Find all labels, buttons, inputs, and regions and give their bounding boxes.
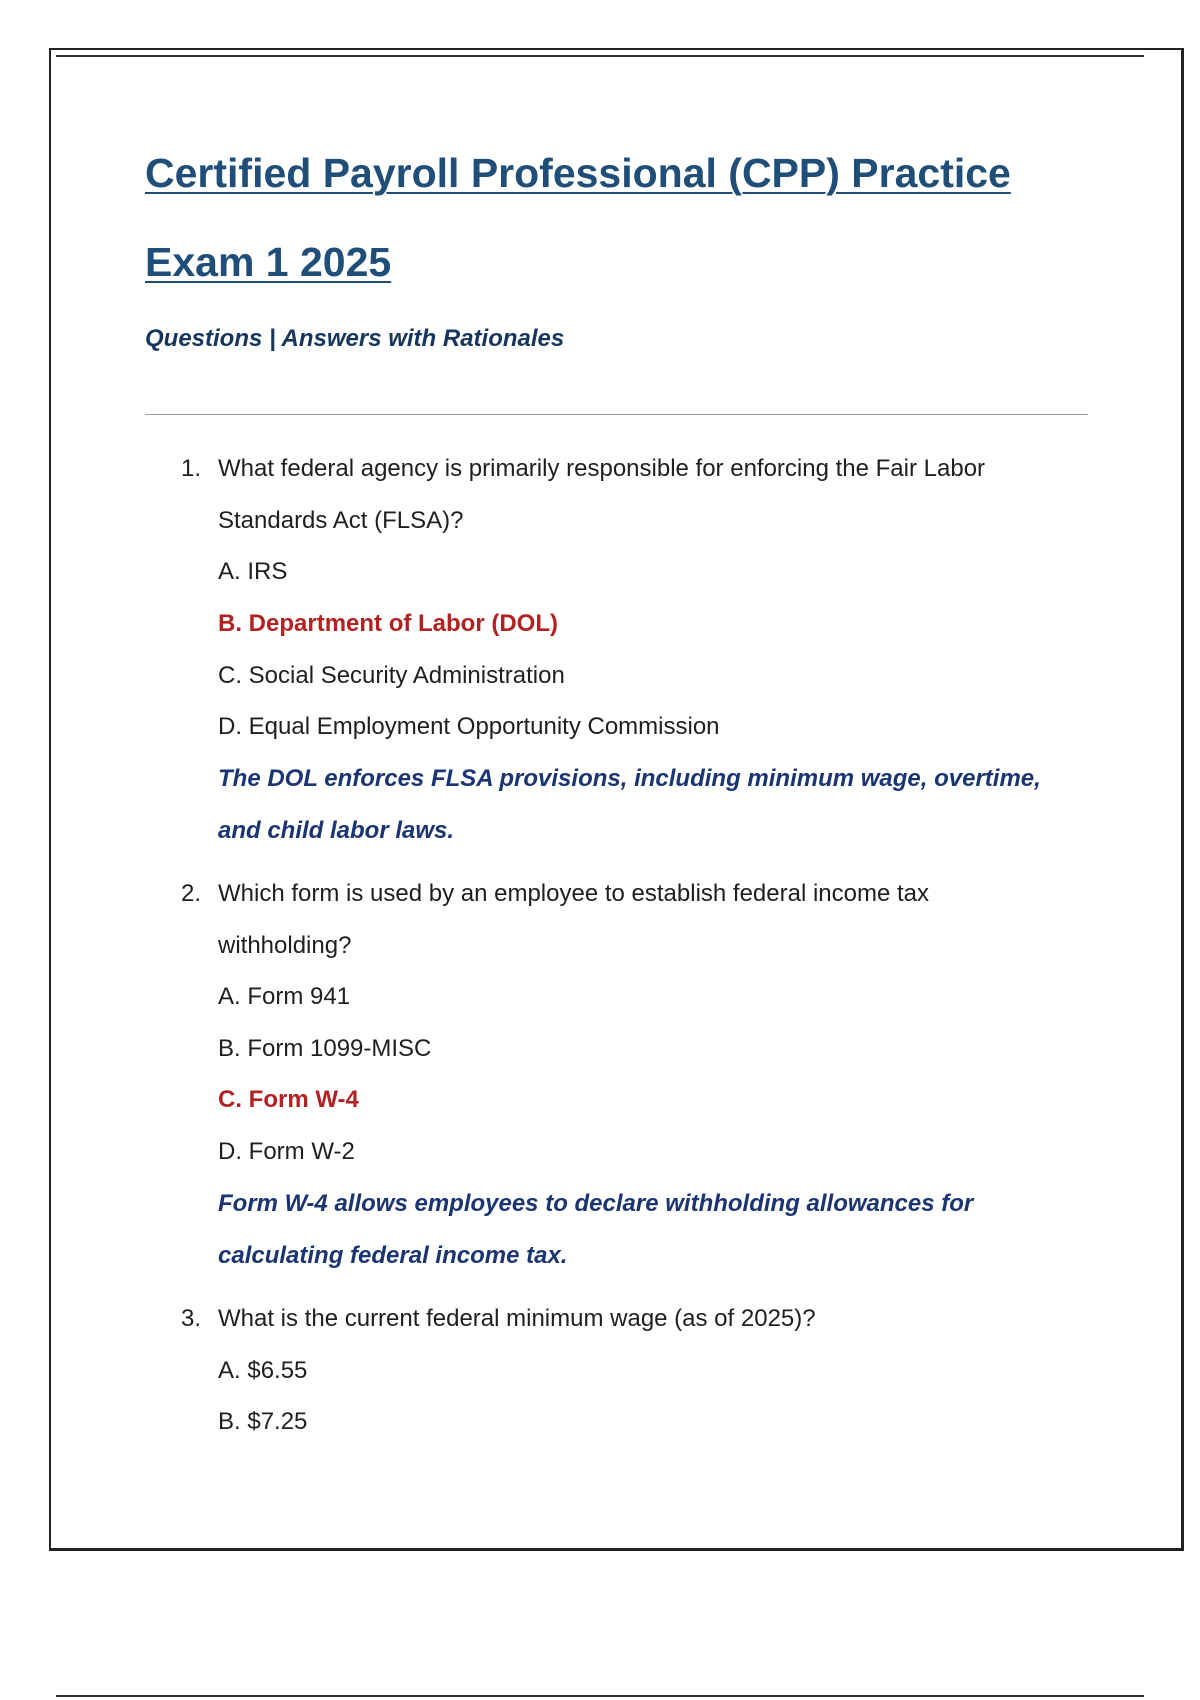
rationale-text: Form W-4 allows employees to declare withholding allowances for bbox=[218, 1190, 974, 1217]
answer-option: A. Form 941 bbox=[218, 983, 351, 1010]
question-number: 1. bbox=[181, 455, 202, 482]
question-text: Standards Act (FLSA)? bbox=[218, 507, 464, 534]
answer-option: C. Social Security Administration bbox=[218, 662, 565, 689]
question-text: withholding? bbox=[218, 932, 352, 959]
document-title-line-2: Exam 1 2025 bbox=[145, 239, 392, 285]
rationale-text: calculating federal income tax. bbox=[218, 1242, 568, 1269]
rationale-text: and child labor laws. bbox=[218, 817, 455, 844]
document-subtitle: Questions | Answers with Rationales bbox=[145, 325, 565, 352]
question-text: What federal agency is primarily responsible for enforcing the Fair Labor bbox=[218, 455, 986, 482]
document-title-line-1: Certified Payroll Professional (CPP) Practice bbox=[145, 150, 1011, 196]
answer-option: A. $6.55 bbox=[218, 1357, 308, 1384]
question-number: 2. bbox=[181, 880, 202, 907]
top-rule bbox=[56, 55, 1144, 57]
answer-option-correct: C. Form W-4 bbox=[218, 1086, 359, 1113]
answer-option: B. $7.25 bbox=[218, 1408, 308, 1435]
section-divider bbox=[145, 414, 1088, 415]
bottom-rule bbox=[56, 1695, 1144, 1697]
answer-option: B. Form 1099-MISC bbox=[218, 1035, 432, 1062]
answer-option: A. IRS bbox=[218, 558, 288, 585]
answer-option: D. Equal Employment Opportunity Commission bbox=[218, 713, 720, 740]
answer-option: D. Form W-2 bbox=[218, 1138, 355, 1165]
rationale-text: The DOL enforces FLSA provisions, including minimum wage, overtime, bbox=[218, 765, 1041, 792]
question-text: What is the current federal minimum wage (as of 2025)? bbox=[218, 1305, 816, 1332]
question-text: Which form is used by an employee to establish federal income tax bbox=[218, 880, 930, 907]
question-number: 3. bbox=[181, 1305, 202, 1332]
answer-option-correct: B. Department of Labor (DOL) bbox=[218, 610, 558, 637]
